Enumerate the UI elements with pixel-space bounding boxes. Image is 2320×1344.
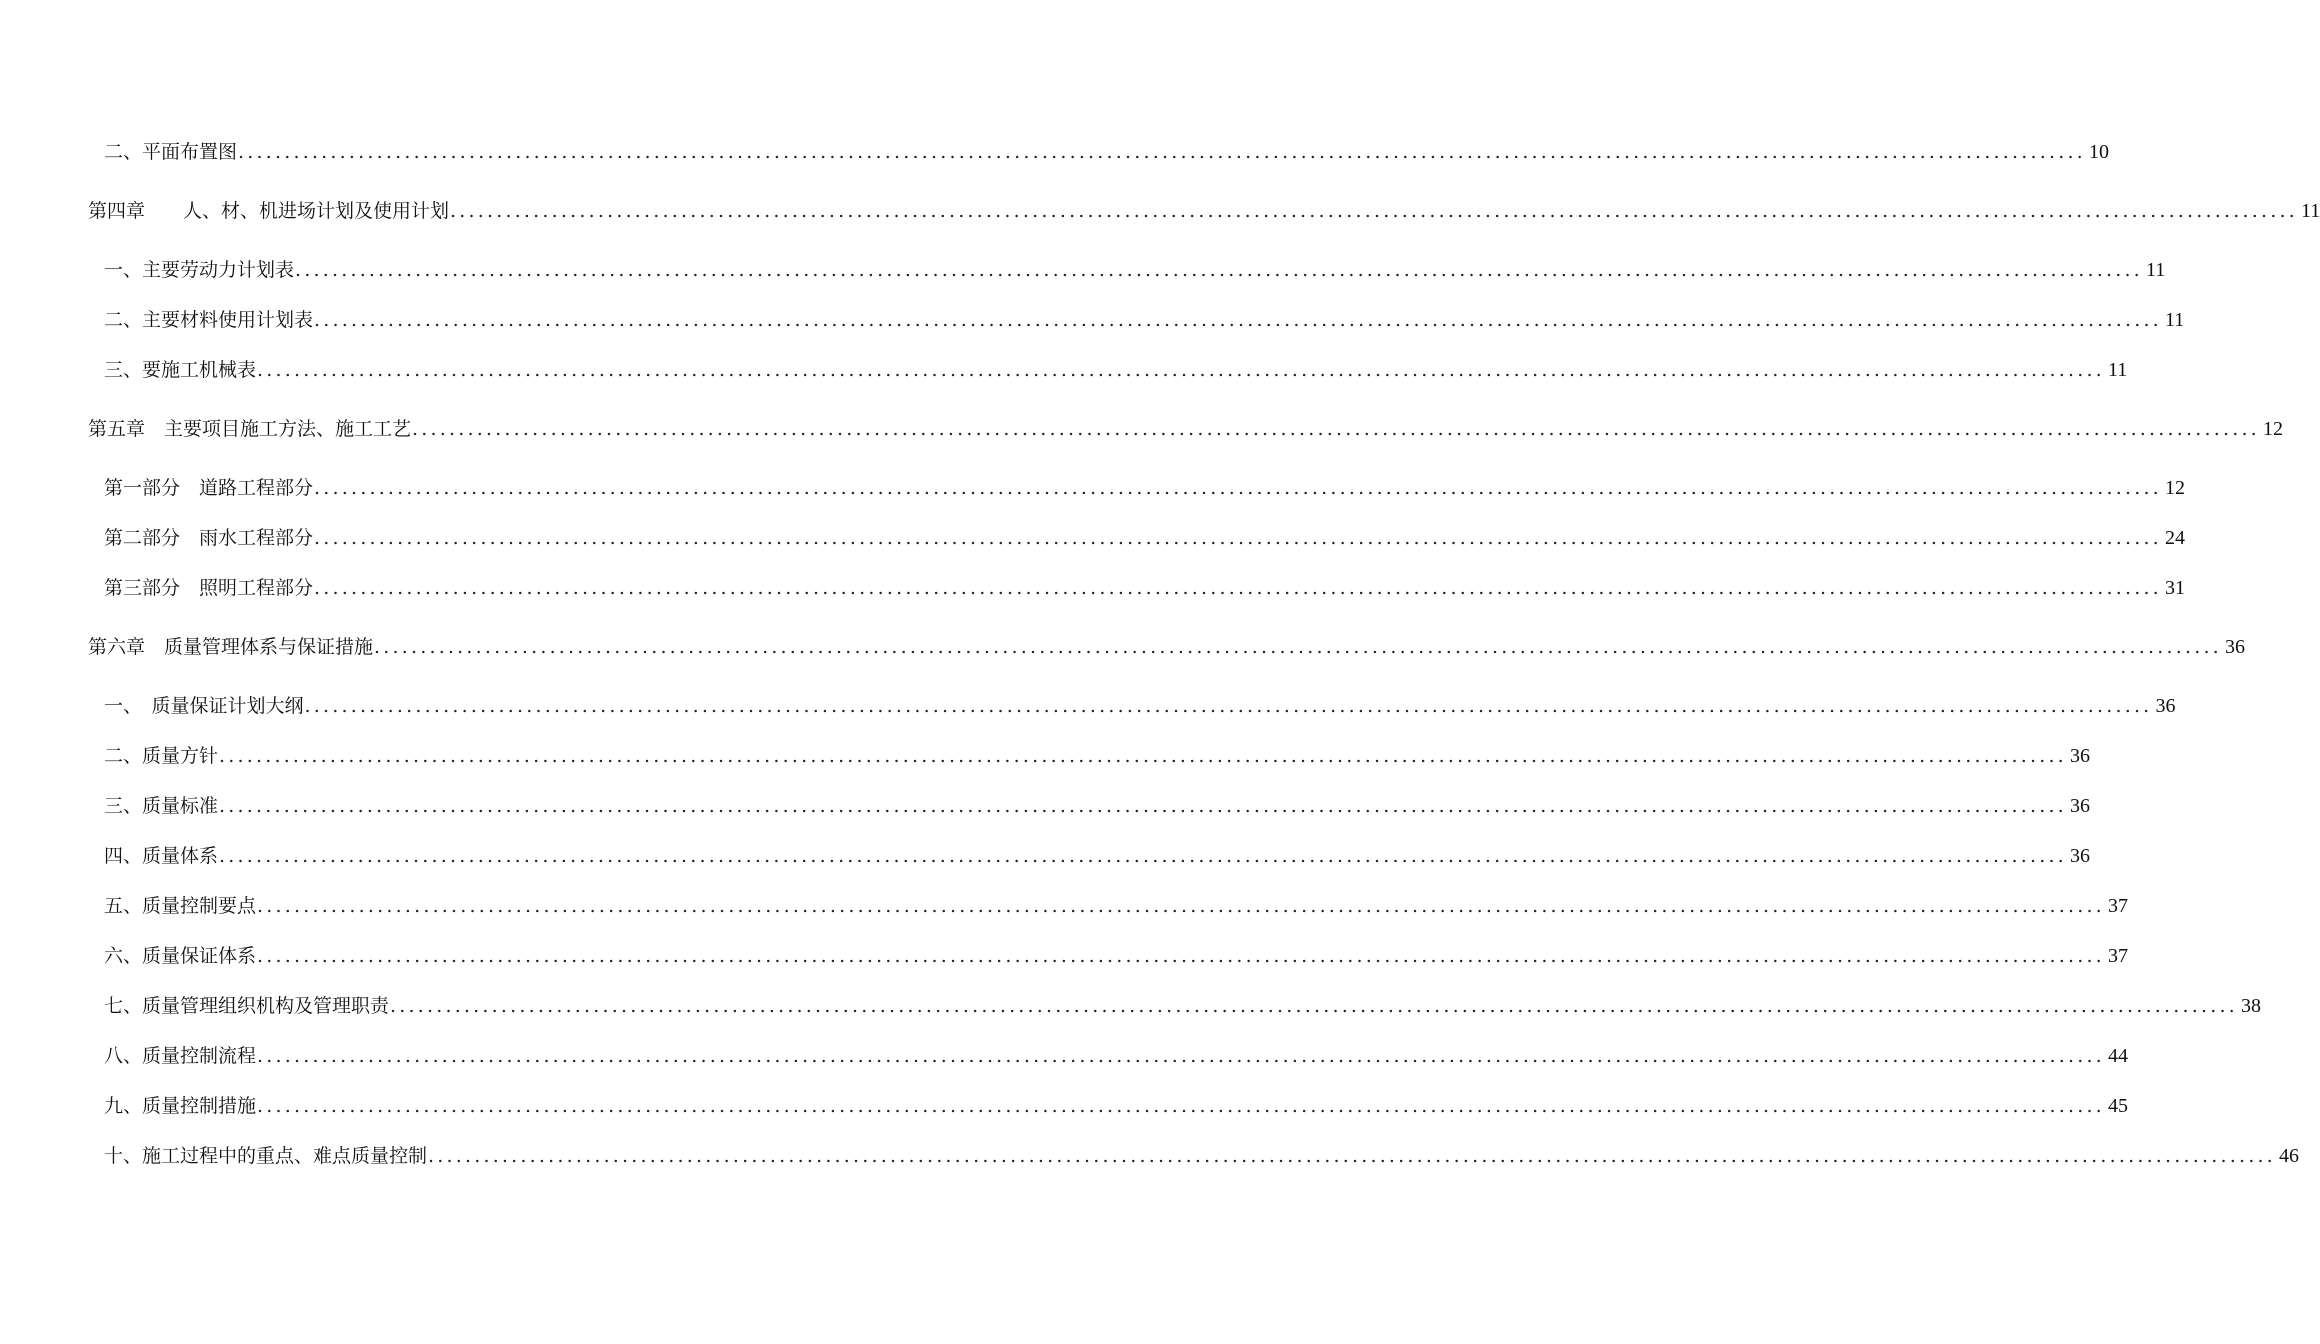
toc-entry-title: 一、主要劳动力计划表 [104,259,295,281]
toc-entry-title: 二、平面布置图 [104,141,238,163]
toc-entry-quality-assurance-system[interactable] [104,941,2128,971]
toc-entry-page: 37 [2107,945,2128,967]
dot-leader: ........................................................................................................................................................................................................ [219,845,2067,867]
toc-entry-page: 36 [2069,845,2090,867]
toc-row [0,991,2261,1021]
toc-entry-title: 第二部分 雨水工程部分 [104,527,314,549]
toc-entry-page: 36 [2224,636,2245,658]
toc-row [0,255,2166,285]
toc-row [0,741,2090,771]
toc-row [0,691,2176,721]
toc-row [0,1141,2299,1171]
toc-entry-title: 第五章 主要项目施工方法、施工工艺 [88,418,412,440]
toc-row [0,891,2128,921]
dot-leader: ........................................................................................................................................................................................................ [428,1145,2276,1167]
dot-leader: ........................................................................................................................................................................................................ [374,636,2222,658]
toc-entry-quality-organization[interactable] [104,991,2261,1021]
toc-entry-quality-standard[interactable] [104,791,2090,821]
toc-entry-title: 第三部分 照明工程部分 [104,577,314,599]
toc-entry-part-3[interactable] [104,573,2185,603]
toc-entry-quality-outline[interactable] [104,691,2176,721]
toc-entry-title: 八、质量控制流程 [104,1045,257,1067]
toc-entry-page: 12 [2262,418,2283,440]
toc-entry-title: 三、质量标准 [104,795,219,817]
dot-leader: ........................................................................................................................................................................................................ [412,418,2260,440]
toc-entry-page: 38 [2240,995,2261,1017]
toc-entry-material-plan[interactable] [104,305,2185,335]
dot-leader: ........................................................................................................................................................................................................ [219,745,2067,767]
dot-leader: ........................................................................................................................................................................................................ [257,1045,2105,1067]
toc-entry-page: 12 [2164,477,2185,499]
toc-row [0,414,2283,444]
toc-row [0,473,2185,503]
dot-leader: ........................................................................................................................................................................................................ [314,309,2162,331]
dot-leader: ........................................................................................................................................................................................................ [390,995,2238,1017]
toc-row [0,355,2128,385]
toc-entry-page: 44 [2107,1045,2128,1067]
toc-row [0,632,2245,662]
toc-entry-title: 二、主要材料使用计划表 [104,309,314,331]
toc-entry-labor-plan[interactable] [104,255,2166,285]
toc-entry-title: 第一部分 道路工程部分 [104,477,314,499]
toc-entry-quality-control-points[interactable] [104,891,2128,921]
toc-entry-quality-control-flow[interactable] [104,1041,2128,1071]
dot-leader: ........................................................................................................................................................................................................ [450,200,2298,222]
dot-leader: ........................................................................................................................................................................................................ [257,359,2105,381]
toc-entry-page: 31 [2164,577,2185,599]
toc-entry-page: 24 [2164,527,2185,549]
toc-entry-part-2[interactable] [104,523,2185,553]
toc-row [0,1091,2128,1121]
toc-entry-title: 二、质量方针 [104,745,219,767]
toc-entry-title: 九、质量控制措施 [104,1095,257,1117]
dot-leader: ........................................................................................................................................................................................................ [257,895,2105,917]
toc-entry-page: 36 [2155,695,2176,717]
toc-entry-page: 45 [2107,1095,2128,1117]
toc-entry-chapter-4[interactable] [88,196,2320,226]
dot-leader: ........................................................................................................................................................................................................ [257,1095,2105,1117]
toc-entry-page: 36 [2069,795,2090,817]
dot-leader: ........................................................................................................................................................................................................ [314,577,2162,599]
toc-entry-page: 46 [2278,1145,2299,1167]
dot-leader: ........................................................................................................................................................................................................ [238,141,2086,163]
toc-entry-chapter-6[interactable] [88,632,2245,662]
dot-leader: ........................................................................................................................................................................................................ [314,477,2162,499]
toc-row [0,305,2185,335]
dot-leader: ........................................................................................................................................................................................................ [257,945,2105,967]
toc-row [0,196,2320,226]
dot-leader: ........................................................................................................................................................................................................ [314,527,2162,549]
dot-leader: ........................................................................................................................................................................................................ [304,695,2153,717]
toc-entry-title: 三、要施工机械表 [104,359,257,381]
toc-entry-quality-control-measures[interactable] [104,1091,2128,1121]
toc-entry-page: 36 [2069,745,2090,767]
toc-entry-quality-system[interactable] [104,841,2090,871]
toc-entry-page: 11 [2107,359,2128,381]
toc-entry-title: 一、 质量保证计划大纲 [104,695,304,717]
toc-entry-chapter-5[interactable] [88,414,2283,444]
toc-entry-page: 11 [2300,200,2320,222]
toc-entry-page: 10 [2088,141,2109,163]
toc-entry-title: 七、质量管理组织机构及管理职责 [104,995,390,1017]
dot-leader: ........................................................................................................................................................................................................ [219,795,2067,817]
toc-row [0,1041,2128,1071]
toc-entry-page: 11 [2145,259,2166,281]
toc-entry-title: 十、施工过程中的重点、难点质量控制 [104,1145,428,1167]
toc-entry-title: 第六章 质量管理体系与保证措施 [88,636,374,658]
toc-entry-title: 六、质量保证体系 [104,945,257,967]
toc-row [0,523,2185,553]
toc-row [0,791,2090,821]
toc-entry-machinery-table[interactable] [104,355,2128,385]
toc-entry-page: 11 [2164,309,2185,331]
toc-entry-page: 37 [2107,895,2128,917]
toc-entry-site-plan[interactable] [104,137,2109,167]
toc-entry-part-1[interactable] [104,473,2185,503]
toc-row [0,841,2090,871]
toc-entry-key-difficult-points[interactable] [104,1141,2299,1171]
toc-entry-title: 四、质量体系 [104,845,219,867]
toc-entry-title: 第四章 人、材、机进场计划及使用计划 [88,200,450,222]
toc-entry-quality-policy[interactable] [104,741,2090,771]
toc-row [0,573,2185,603]
toc-row [0,137,2109,167]
dot-leader: ........................................................................................................................................................................................................ [295,259,2143,281]
toc-row [0,941,2128,971]
toc-entry-title: 五、质量控制要点 [104,895,257,917]
